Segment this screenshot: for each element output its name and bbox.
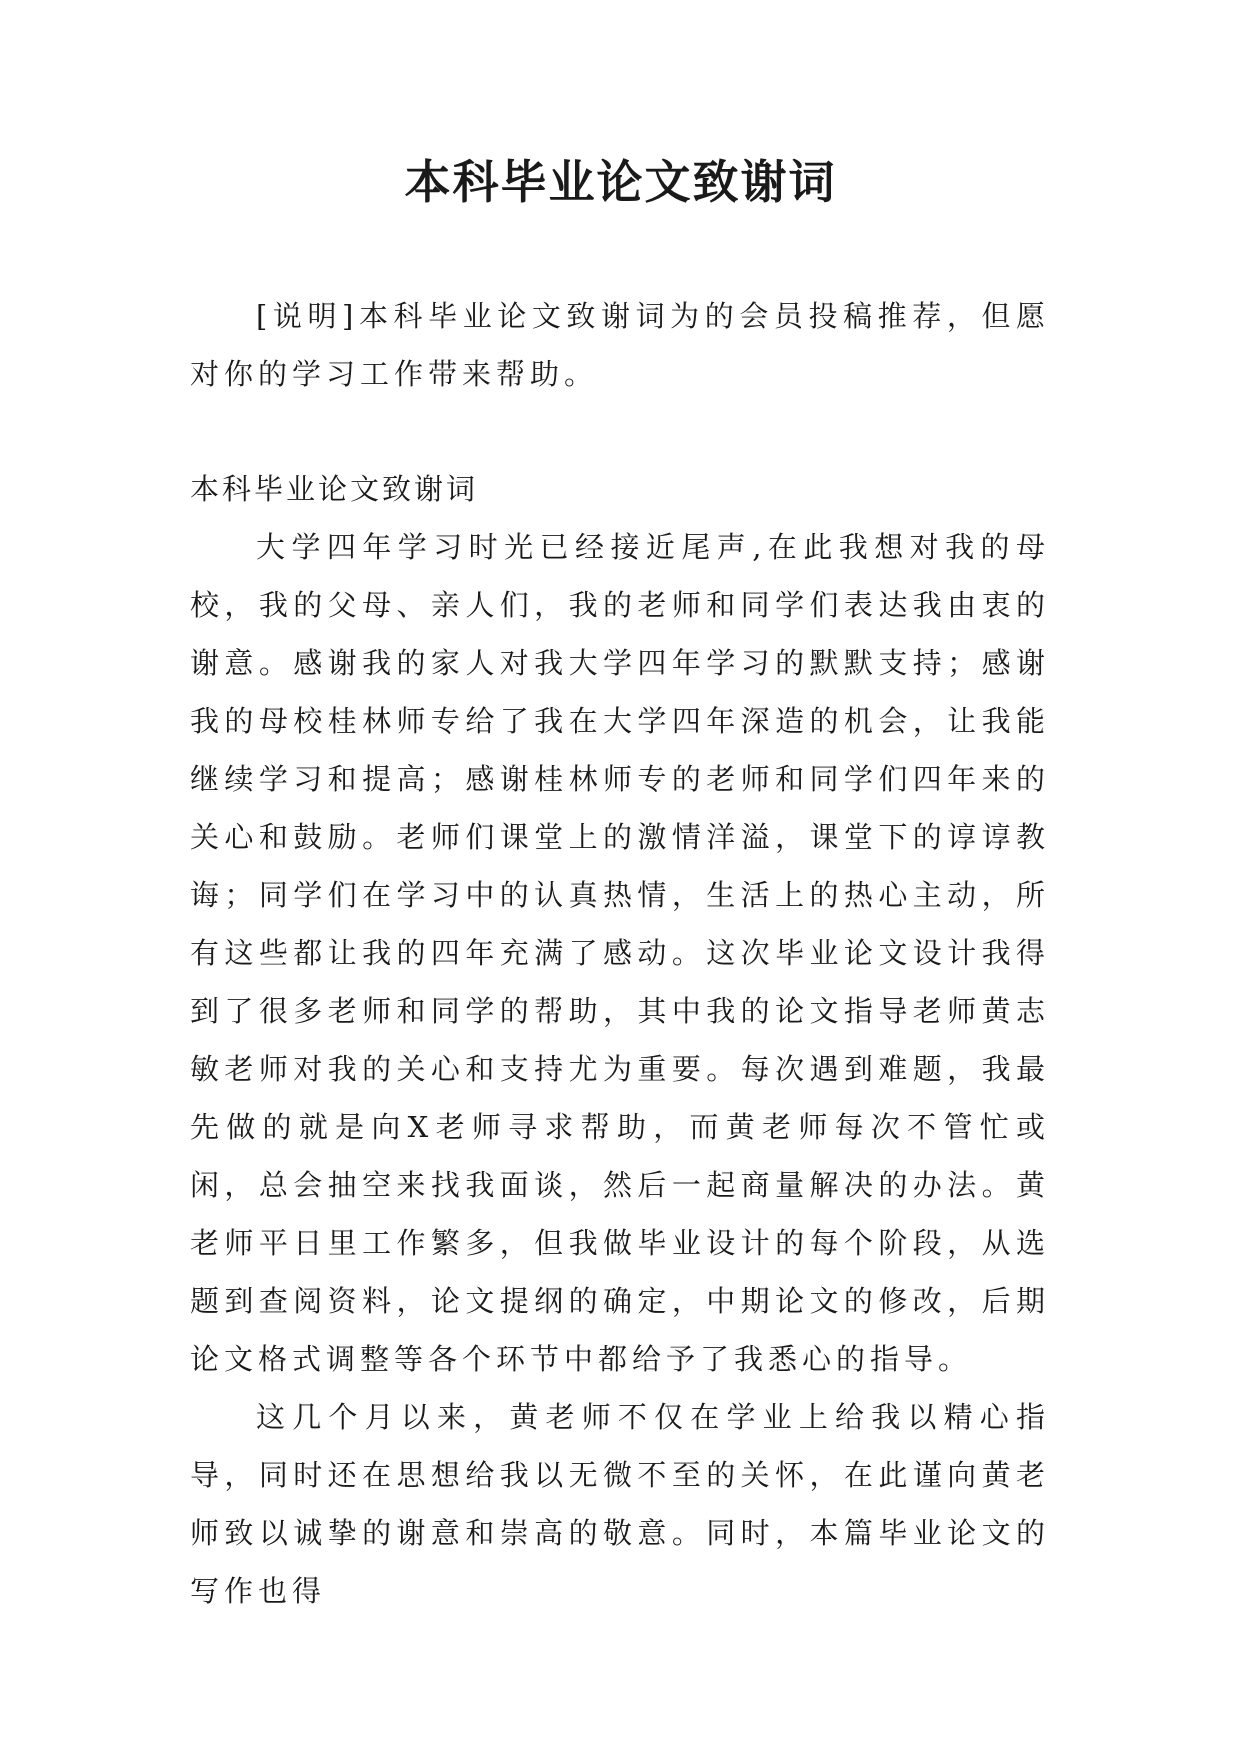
body-paragraph-1: 大学四年学习时光已经接近尾声,在此我想对我的母校，我的父母、亲人们，我的老师和同学们表达我由衷的谢意。感谢我的家人对我大学四年学习的默默支持；感谢我的母校桂林师专给了我在大学四年深造的机会，让我能继续学习和提高；感谢桂林师专的老师和同学们四年来的关心和鼓励。老师们课堂上的激情洋溢，课堂下的谆谆教诲；同学们在学习中的认真热情，生活上的热心主动，所有这些都让我的四年充满了感动。这次毕业论文设计我得到了很多老师和同学的帮助，其中我的论文指导老师黄志敏老师对我的关心和支持尤为重要。每次遇到难题，我最先做的就是向X老师寻求帮助，而黄老师每次不管忙或闲，总会抽空来找我面谈，然后一起商量解决的办法。黄老师平日里工作繁多，但我做毕业设计的每个阶段，从选题到查阅资料，论文提纲的确定，中期论文的修改，后期论文格式调整等各个环节中都给予了我悉心的指导。 xyxy=(190,530,1050,1376)
document-body xyxy=(190,460,1050,1620)
intro-note: [说明]本科毕业论文致谢词为的会员投稿推荐，但愿对你的学习工作带来帮助。 xyxy=(190,299,1050,391)
section-heading: 本科毕业论文致谢词 xyxy=(190,472,479,506)
document-title: 本科毕业论文致谢词 xyxy=(404,155,837,209)
body-paragraph-2: 这几个月以来，黄老师不仅在学业上给我以精心指导，同时还在思想给我以无微不至的关怀，在此谨向黄老师致以诚挚的谢意和崇高的敬意。同时，本篇毕业论文的写作也得 xyxy=(190,1400,1050,1608)
